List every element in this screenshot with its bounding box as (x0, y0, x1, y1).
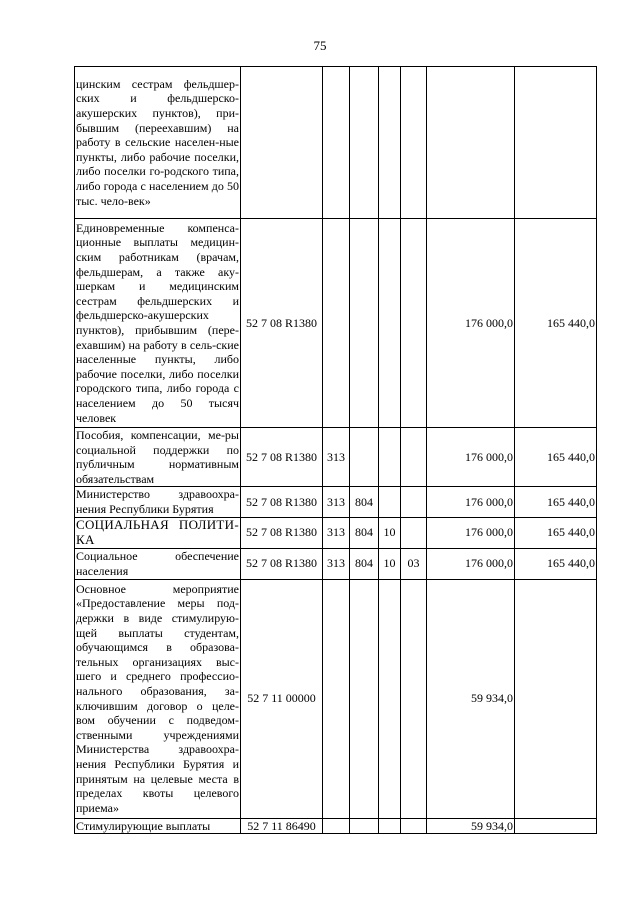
amount-year1-cell: 176 000,0 (427, 219, 515, 428)
table-row (75, 487, 597, 517)
target-article-cell: 52 7 08 R1380 (241, 219, 323, 428)
administrator-cell: 804 (350, 517, 379, 548)
administrator-cell (350, 428, 379, 487)
table-row (75, 579, 597, 818)
section-cell (379, 579, 401, 818)
table-row (75, 219, 597, 428)
amount-year2-cell: 165 440,0 (515, 219, 597, 428)
section-cell (379, 219, 401, 428)
target-article-cell: 52 7 11 00000 (241, 579, 323, 818)
administrator-cell: 804 (350, 487, 379, 517)
expense-type-cell (323, 579, 350, 818)
table-row (75, 517, 597, 548)
table-row (75, 428, 597, 487)
section-cell: 10 (379, 548, 401, 579)
row-name-cell: Социальное обеспечение населения (76, 548, 239, 578)
page-number: 75 (313, 38, 327, 53)
target-article-cell: 52 7 11 86490 (241, 818, 323, 834)
target-article-cell (241, 67, 323, 219)
expense-type-cell (323, 219, 350, 428)
expense-type-cell: 313 (323, 487, 350, 517)
section-cell: 10 (379, 517, 401, 548)
expense-type-cell: 313 (323, 548, 350, 579)
amount-year1-cell: 59 934,0 (427, 579, 515, 818)
subsection-cell (401, 219, 427, 428)
subsection-cell (401, 67, 427, 219)
section-cell (379, 487, 401, 517)
amount-year2-cell (515, 67, 597, 219)
row-name-cell: Пособия, компенсации, ме-ры социальной поддержки по публичным нормативным обязательствам (76, 428, 239, 486)
amount-year1-cell: 176 000,0 (427, 548, 515, 579)
amount-year1-cell: 59 934,0 (427, 818, 515, 834)
expense-type-cell (323, 67, 350, 219)
target-article-cell: 52 7 08 R1380 (241, 428, 323, 487)
budget-table (74, 66, 597, 834)
amount-year1-cell: 176 000,0 (427, 428, 515, 487)
expense-type-cell (323, 818, 350, 834)
row-name-cell: СОЦИАЛЬНАЯ ПОЛИТИ-КА (76, 516, 239, 547)
amount-year2-cell: 165 440,0 (515, 487, 597, 517)
section-cell (379, 428, 401, 487)
administrator-cell (350, 67, 379, 219)
subsection-cell (401, 428, 427, 487)
row-name-cell: Единовременные компенса-ционные выплаты медицин-ским работникам (врачам, фельдшерам, а также аку-шеркам и медицинским сестрам фельдшерских и фельдшерско-акушерских пунктов), прибывшим (пере-ехавшим) на работу в сель-ские населенные пункты, либо рабочие поселки, либо поселки городского типа, либо города с населением до 50 тысяч человек (75, 219, 241, 428)
subsection-cell (401, 517, 427, 548)
row-name-cell: цинским сестрам фельдшер-ских и фельдшерско-акушерских пунктов), при-бывшим (переехавшим) на работу в сельские населен-ные пункты, либо рабочие поселки, либо поселки го-родского типа, либо города с населением до 50 тыс. чело-век» (75, 67, 241, 219)
target-article-cell: 52 7 08 R1380 (241, 487, 323, 517)
amount-year2-cell: 165 440,0 (515, 548, 597, 579)
amount-year1-cell: 176 000,0 (427, 517, 515, 548)
amount-year2-cell (515, 579, 597, 818)
table-row (75, 67, 597, 219)
section-cell (379, 818, 401, 834)
administrator-cell (350, 579, 379, 818)
section-cell (379, 67, 401, 219)
subsection-cell (401, 818, 427, 834)
row-name-cell: Министерство здравоохра-нения Республики Бурятия (76, 487, 239, 516)
amount-year2-cell: 165 440,0 (515, 517, 597, 548)
row-name-cell: Стимулирующие выплаты (75, 818, 241, 834)
expense-type-cell: 313 (323, 517, 350, 548)
subsection-cell: 03 (401, 548, 427, 579)
subsection-cell (401, 579, 427, 818)
subsection-cell (401, 487, 427, 517)
table-row (75, 818, 597, 834)
target-article-cell: 52 7 08 R1380 (241, 548, 323, 579)
expense-type-cell: 313 (323, 428, 350, 487)
row-name-cell: Основное мероприятие «Предоставление меры под-держки в виде стимулирую-щей выплаты студентам, обучающимся в образова-тельных организациях выс-шего и среднего профессио-нального образования, за-ключившим договор о целе-вом обучении с подведом-ственными учреждениями Министерства здравоохра-нения Республики Бурятия и принятым на целевые места в пределах квоты целевого приема» (75, 579, 241, 818)
amount-year1-cell: 176 000,0 (427, 487, 515, 517)
amount-year2-cell: 165 440,0 (515, 428, 597, 487)
amount-year1-cell (427, 67, 515, 219)
administrator-cell: 804 (350, 548, 379, 579)
target-article-cell: 52 7 08 R1380 (241, 517, 323, 548)
amount-year2-cell (515, 818, 597, 834)
table-row (75, 548, 597, 579)
administrator-cell (350, 219, 379, 428)
administrator-cell (350, 818, 379, 834)
